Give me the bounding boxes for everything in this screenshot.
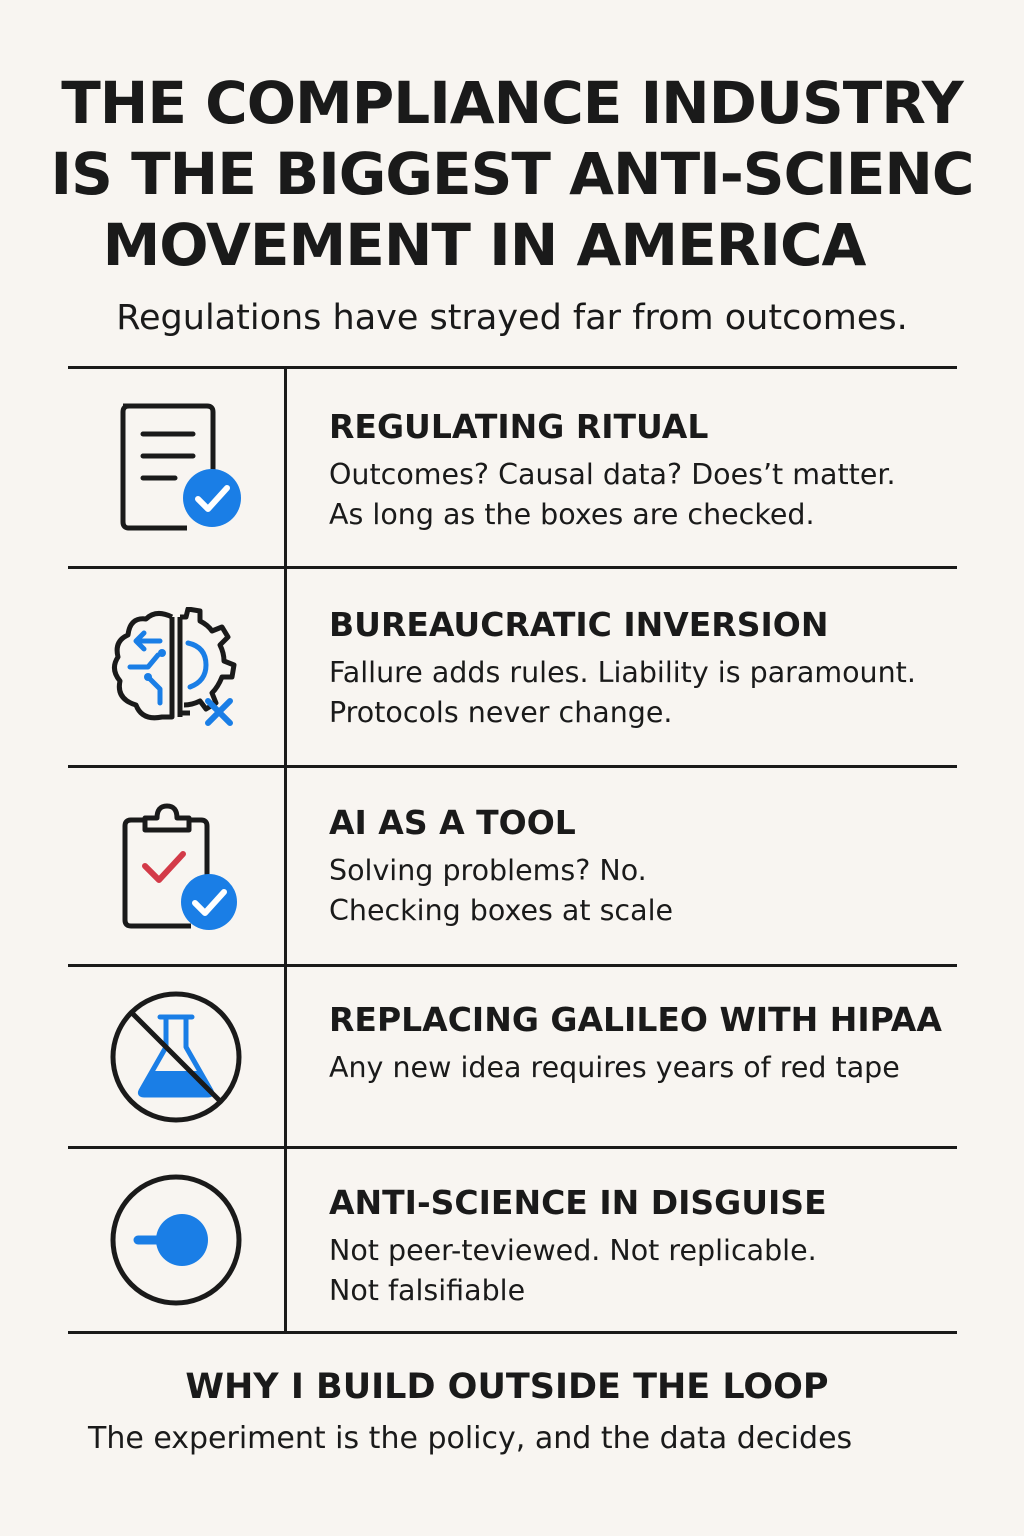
row-body xyxy=(329,653,949,733)
brain-x-icon xyxy=(68,569,284,765)
arrow-circle-icon xyxy=(68,1149,284,1331)
title-line: MOVEMENT IN AMERICA xyxy=(102,211,866,279)
divider xyxy=(68,1331,957,1334)
row-body-line: As long as the boxes are checked. xyxy=(329,498,815,531)
row-body-line: Outcomes? Causal data? Does’t matter. xyxy=(329,458,896,491)
row-body-line: Solving problems? No. xyxy=(329,854,647,887)
page-title xyxy=(0,68,1024,281)
row-heading: AI AS A TOOL xyxy=(329,803,576,842)
list-item xyxy=(68,1149,957,1331)
footer-body: The experiment is the policy, and the data decides xyxy=(88,1421,853,1456)
row-body xyxy=(329,455,949,535)
row-heading: BUREAUCRATIC INVERSION xyxy=(329,605,829,644)
row-body xyxy=(329,1048,949,1088)
footer-heading: WHY I BUILD OUTSIDE THE LOOP xyxy=(185,1367,829,1407)
clipboard-check-icon xyxy=(68,768,284,964)
subtitle: Regulations have strayed far from outcomes. xyxy=(116,298,908,338)
row-body-line: Not peer-teviewed. Not replicable. xyxy=(329,1234,817,1267)
title-line: IS THE BIGGEST ANTI-SCIENC xyxy=(50,140,974,208)
no-flask-icon xyxy=(68,967,284,1146)
list-item xyxy=(68,768,957,964)
row-body-line: Any new idea requires years of red tape xyxy=(329,1051,900,1084)
row-heading: REGULATING RITUAL xyxy=(329,407,709,446)
row-body-line: Checking boxes at scale xyxy=(329,894,674,927)
row-body xyxy=(329,851,949,931)
row-body-line: Not falsifiable xyxy=(329,1274,526,1307)
row-body-line: Fallure adds rules. Liability is paramount. xyxy=(329,656,916,689)
row-body-line: Protocols never change. xyxy=(329,696,673,729)
title-line: THE COMPLIANCE INDUSTRY xyxy=(61,69,963,137)
row-heading: ANTI-SCIENCE IN DISGUISE xyxy=(329,1183,827,1222)
list-item xyxy=(68,569,957,765)
document-check-icon xyxy=(68,369,284,566)
list-item xyxy=(68,369,957,566)
list-item xyxy=(68,967,957,1146)
row-heading: REPLACING GALILEO WITH HIPAA xyxy=(329,1000,942,1039)
row-body xyxy=(329,1231,949,1311)
